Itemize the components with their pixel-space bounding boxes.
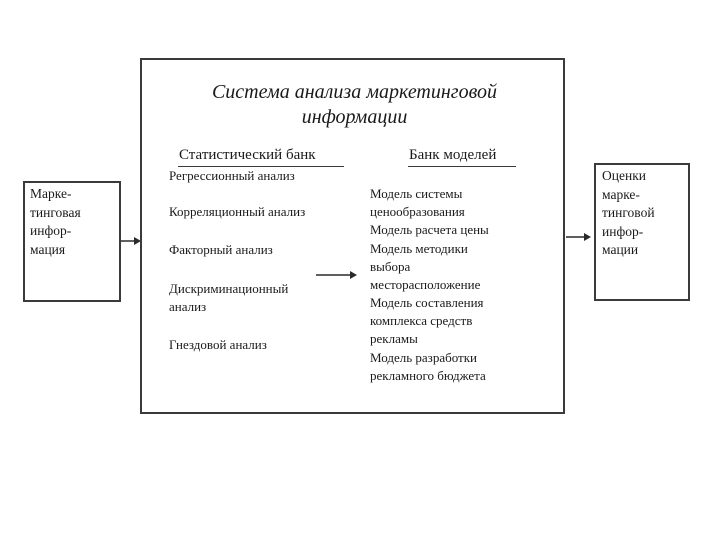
model-item-ad-mix: Модель составления комплекса средств рекламы	[370, 295, 484, 346]
output-box	[594, 163, 690, 301]
input-box	[23, 181, 121, 302]
analysis-system-box	[140, 58, 565, 414]
stat-item-discriminant: Дискриминационный анализ	[169, 281, 289, 314]
statistical-bank-heading: Статистический банк	[179, 147, 316, 163]
model-item-ad-budget: Модель разработки рекламного бюджета	[370, 350, 486, 383]
arrow-stat-to-models	[316, 270, 360, 280]
model-item-location: Модель методики выбора месторасположение	[370, 241, 481, 292]
model-item-pricing-system: Модель системы ценообразования	[370, 186, 465, 219]
stat-item-correlation: Корреляционный анализ	[169, 204, 306, 219]
stat-item-cluster: Гнездовой анализ	[169, 337, 267, 352]
input-label: Марке- тинговая инфор- мация	[30, 186, 81, 257]
arrow-system-to-output	[566, 232, 594, 242]
stat-item-regression: Регрессионный анализ	[169, 168, 295, 183]
output-label: Оценки марке- тинговой инфор- мации	[602, 168, 655, 257]
system-title: Система анализа маркетинговой информации	[211, 81, 498, 128]
model-bank-underline	[408, 166, 516, 167]
stat-item-factor: Факторный анализ	[169, 242, 273, 257]
model-item-price-calc: Модель расчета цены	[370, 222, 489, 237]
model-bank-heading: Банк моделей	[409, 147, 497, 163]
